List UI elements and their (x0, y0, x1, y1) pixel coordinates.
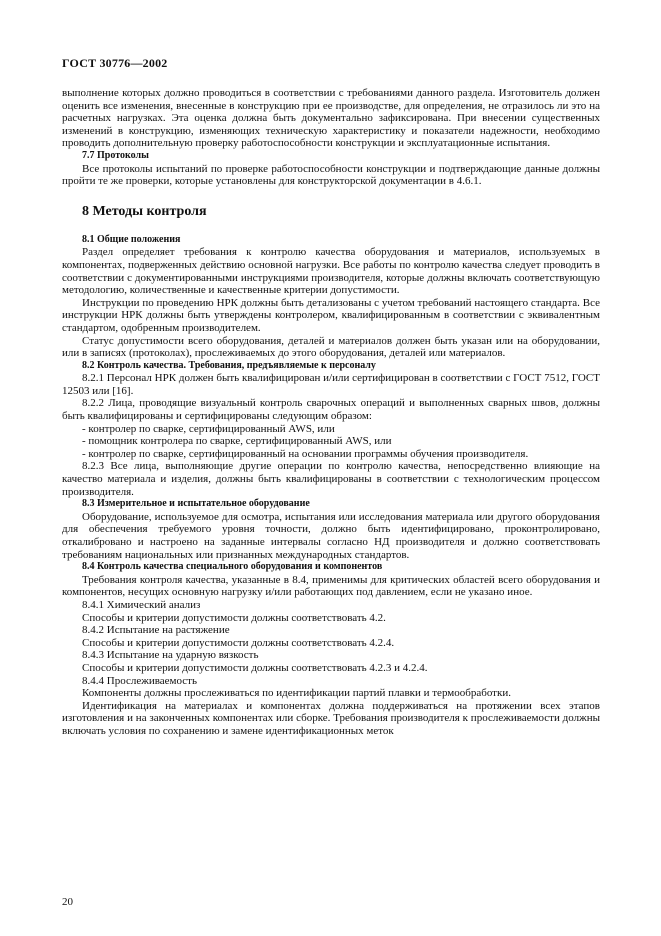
document-header: ГОСТ 30776—2002 (62, 56, 168, 70)
subsection-heading: 8.4 Контроль качества специального оборудования и компонентов (82, 561, 383, 573)
list-line: 8.4.3 Испытание на ударную вязкость (82, 649, 259, 662)
subsection-heading: 7.7 Протоколы (82, 149, 149, 161)
subsection-heading: 8.3 Измерительное и испытательное оборудование (82, 498, 310, 510)
document-body (62, 87, 600, 738)
list-line: - контролер по сварке, сертифицированный AWS, или (82, 422, 335, 435)
paragraph: Идентификация на материалах и компонентах должна поддерживаться на протяжении всех этапов изготовления и на законченных компонентах или сборке. Требования производителя к прослеживаемости должны включать условия по сохранению и замене идентификационных меток (62, 699, 600, 737)
list-line: 8.4.4 Прослеживаемость (82, 674, 197, 687)
paragraph: Требования контроля качества, указанные в 8.4, применимы для критических областей всего оборудования и компонентов, несущих основную нагрузку и/или работающих под давлением, если не указано иное. (62, 573, 600, 599)
paragraph: Все протоколы испытаний по проверке работоспособности конструкции и подтверждающие данные должны пройти те же проверки, которые установлены для конструкторской документации в 4.6.1. (62, 162, 600, 188)
paragraph: - контролер по сварке, сертифицированный на основании программы обучения производителя. (82, 447, 529, 460)
list-line: - помощник контролера по сварке, сертифицированный AWS, или (82, 435, 392, 448)
list-line: Способы и критерии допустимости должны соответствовать 4.2.3 и 4.2.4. (82, 661, 428, 674)
section-heading: 8 Методы контроля (82, 203, 207, 219)
paragraph: Компоненты должны прослеживаться по идентификации партий плавки и термообработки. (82, 687, 511, 700)
paragraph: Оборудование, используемое для осмотра, испытания или исследования материала или другого оборудования для обеспечения требуемого уровня точности, должно быть идентифицировано, проконтролировано, откалибровано и настроено на заданные интервалы согласно НД производителя и должно соответствовать требованиям национальных или признанных международных стандартов. (62, 510, 600, 561)
paragraph: 8.2.3 Все лица, выполняющие другие операции по контролю качества, непосредственно влияющие на качество материала и изделия, должны быть квалифицированы в соответствии с технологическим процессом производителя. (62, 460, 600, 498)
list-line: Способы и критерии допустимости должны соответствовать 4.2.4. (82, 636, 395, 649)
list-line: Способы и критерии допустимости должны соответствовать 4.2. (82, 611, 386, 624)
paragraph: Статус допустимости всего оборудования, деталей и материалов должен быть указан или на оборудовании, или в записях (протоколах), прослеживаемых до этого оборудования, деталей или материалов. (62, 334, 600, 360)
paragraph: 8.2.1 Персонал НРК должен быть квалифицирован и/или сертифицирован в соответствии с ГОСТ 7512, ГОСТ 12503 или [16]. (62, 372, 600, 397)
paragraph: 8.2.2 Лица, проводящие визуальный контроль сварочных операций и выполненных сварных швов, должны быть квалифицированы и сертифицированы следующим образом: (62, 397, 600, 423)
subsection-heading: 8.1 Общие положения (82, 233, 181, 245)
paragraph: Раздел определяет требования к контролю качества оборудования и материалов, используемых в компонентах, подверженных действию основной нагрузки. Все работы по контролю качества следует проводить в соответствии с документированными инструкциями производителя, которые должны включать соответствующую методологию, количественные и качественные критерии допустимости. (62, 246, 600, 297)
paragraph: Инструкции по проведению НРК должны быть детализованы с учетом требований настоящего стандарта. Все инструкции НРК должны быть утверждены контролером, квалифицированным в соответствии с эквивалентным стандартом, одобренным производителем. (62, 296, 600, 334)
paragraph: выполнение которых должно проводиться в соответствии с требованиями данного раздела. Изготовитель должен оценить все изменения, внесенные в конструкцию при ее производстве, для определения, не отразилось ли это на расчетных нагрузках. Эта оценка должна быть документально зафиксирована. При внесении существенных изменений в конструкцию, изменяющих техническую характеристику и показатели надежности, необходимо проводить дополнительную проверку работоспособности конструкции и эксплуатационные испытания. (62, 87, 600, 150)
list-line: 8.4.1 Химический анализ (82, 598, 201, 611)
page-number: 20 (62, 896, 73, 908)
list-line: 8.4.2 Испытание на растяжение (82, 624, 230, 637)
subsection-heading: 8.2 Контроль качества. Требования, предъявляемые к персоналу (82, 359, 376, 371)
document-page (62, 56, 600, 738)
